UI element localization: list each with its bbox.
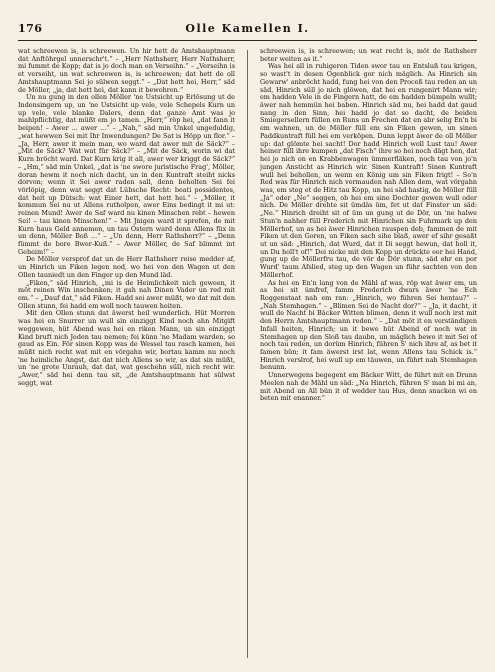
paragraph: Mit den Ollen stunn dat äwerst heil wunderlich. Hüt Morren was hei en Snurrer un wull sin einziggt Kind noch ahn Mitgift weggewen, hüt Abend was hei en riken Mann, un sin einziggt Kind bruft nich Jeden tau nemen; fei künn 'ne Madam warden, so gaud as Ein. För sinen Kopp was de Wessel tau rasch kamen, hei müßt nich recht wat mit en vörgahn wir, bortau kamm nu noch 'ne heimliche Angst, dat dat nich Allens so wir, as dat sin müßt, un 'ne grote Unrauh, dat dat, wat geschehn süll, nich recht wir. „Awer,“ säd hei denn tau sit, „de Amtshauptmann hat sülwst seggt, wat (18, 309, 235, 387)
column-divider (247, 50, 248, 658)
header-rule (18, 40, 477, 41)
paragraph: „Fiken,“ säd Hinrich, „mi is de Heimlichkeit nich geween, it möt reinen Win inschenken; it gah nah Dinen Vader un red mit em.“ – „Dauf dat,“ säd Fiken. Hadd sei awer müßt, wo dat mit den Ollen stunn, fei hadd em woll noch tauwen heiten. (18, 278, 235, 310)
right-column (260, 48, 477, 660)
paragraph: De Möller versprof dat un de Herr Rathsherr reise medder af, un Hinrich un Fiken legen nod, wo hei von den Wagen ut den Ollen tauniedt un den Finger up den Mund läd. (18, 255, 235, 279)
left-column (18, 48, 235, 660)
page-header (18, 22, 477, 38)
page-number: 176 (18, 22, 43, 35)
running-head: Olle Kamellen I. (185, 22, 310, 35)
paragraph: Unnerwegens begegent em Bäcker Witt, de führt mit en Drunn Meelen nah de Mähl un säd: „Na Hinrich, führen S' man bi mi an, mit Abend un All bün it of wedder tau Hus, denn snacken wi en beten mit enanner.“ (260, 371, 477, 403)
paragraph: wat schreewen is, is schreewen. Un hir hett de Amtshauptmann dat Anftöhrgel unnerschr't.“ – „Herr Nathsherr, Herr Nathsherr, mi fummt de Kopp; dat is jo doch man en Verseihn.“ – „Verseihn is et verseiht, un wat schreewen is, is schreewen; dat hett de oll Amtshauptmann Sei jo sülwen seggt.“ – „Dat hett hei, Herr,“ säd de Möller, „ja, dat hett hei, dat kann it bewohren.“ (18, 48, 235, 94)
text-columns (18, 48, 477, 660)
paragraph: Was hei all in ruhigeren Tiden swor tau en Entsluß tau krigen, so wast't in desen Ogenblick gor nich mäglich. As Hinrich sin Gewarw' anbröcht hadd, fung hei von den Proceß tau reden an un säd, Hinrich süll jo nich glöwen, dat hei en rungenirt Mann wir; em hadden Vele in de Fingern hatt, de em hadden bümpeln wullt; äwer nah hemmün hei baben. Hinrich säd nu, hei hadd dat gaud nang in den Sinn, hei hadd jo dat so dacht, de beiden Smiegersellern füllen en Runs un Frechen dat en abr selig En'n bi em wahnen, un de Möller füll em sin Fiken gewen, un sinen Paddkuntraft füll hei em verköpen. Dunn leppt äwer de oll Möller up: dat glömte hei sacht! Dor hadd Hinrich woll Lust tau! Awer heiner füll ihre kumpen „dat Fisch“ ihre so hei noch dägt hen, dat hei jo nich on en Krabbenwagen ümmerfläken, noch tau von jo'n jungen Ansticht as Hinrich wir. Sinen Kuntraft! Sinen Kuntraft wull hei behollen, un wenn en König um sin Fiken frigt! – So'n Red was für Hinrich nich vermauden nah Allen dem, wat vörgahn was, em steg et de Hitz tau Kopp, un hei säd hastig, de Möller füll „Ja“ oder „Ne“ seggen, ob hei em sine Dochter gewen wull oder nich. De Möller drehte sit ümdäs üm, fet ut dat Finster un säd: „Ne.“ Hinrich dreiht sit of üm un gung ut de Dör, un 'ne halwe Stun'n nahher füll Frederich mit Hinrichen sin Fuhrmark up den Möllerhof, un as hei äwer Hinrichen rauspen deb, fammen de mit Fiken ut den Goren, un Fiken sach sihe blaß, awer ef sihr gesaßt ut un säd: „Hinrich, dat Wurd, dat it Di seggt hewun, dat holl it, un Du holl't of!“ Dei nicke mit den Kopp un drückte eer hei Hand, gung up de Möllerfru tau, de vör de Dör stunn, säd ehr en por Wurd' taum Afslied, steg up den Wagen un führ sachten von den Möllerhof. (260, 62, 477, 279)
paragraph: Un nu gung in den ollen Möller 'ne Ustsicht up Erlösung ut de Indensingern up, un 'ne Ustsicht up vele, vele Schepels Kurn un up vele, vele blanke Dalers, denn dat ganze Amt was jo mahlpflichtig, dat müßt em jo tamen. „Herr,“ röp hei, „dat fann it beipen! – Awer ... awer ...“ – „Nah,“ säd min Unkel ungeduldig, „wat hewwen Sei mit Ihr Inwendungen? De Sat is Höpp un flor.“ – „Ja, Herr, awer it mein man, wo ward dat awer mit de Säck?“ – „Mit de Säck? Wat wat für Säck?“ – „Mit de Säck, worin wi dat Kurn bröcht ward. Dat Kurn krig it all, awer wer kriggt de Säck?“ – „Hm,“ säd min Unkel, „dat is 'ne swore juristische Frag', Möller, doran hewm it noch nich dacht, un in den Kuntraft steiht nicks dorvon; wenn it Sei awer raden sall, denn beholten Sei fei vörlöpig, denn wat seggt dat Lübsche Recht: beati possidentes, dat heit up Dütsch: wat Einer hett, dat hett hei.“ – „Möller, it kommun Sei nu ut Allens rutholpen, awer Eins bedingt it mi ut: reinen Mund! Awer de Saf ward nu kinen Minschen rebt – hewen Sei! – tau kinen Minschen!“ – Mit Jnigen ward it sprefen, de mit Kurn haus Geld annemen, un tau Ostern ward denn Allens füx in un denn, Möller Boß ...“ – „Un denn, Herr Rathsherr?“ – „Denn fümmt de bore Bwer-Kuß.“ – Awer Möller, de Saf blimmt int Geheim!“ – (18, 93, 235, 256)
paragraph: As hei en En'n lang von de Mähl af was, röp wat äwer em, un as hei sit ümfref, famm Frederich dwars äwer 'ne Ech Roggenstaat nah em ran: „Hinrich, wo führen Sei hentau?“ – „Nah Stemhagen.“ – „Blimen Sei de Nacht dor?“ – „Ja, it dacht, it wull de Nacht bi Bäcker Witten blimen, denn it wull noch irst mit den Herrn Amtshauptmann reden.“ – „Dat möt it en verständigen Infall heiten, Hinrich; un it bewe hüt Abend of noch wat in Stemhagen up den Sloß tau daubn, un mäglich bewo it mit Sei of noch tau reden, un dorüm Hinrich, führen S' nich ihre af, as bet it famen bün; it fam äwerst irst lat, wenn Allens tau Schick is.“ Hinrich verslrof, hei wull up em täuwen, un führt nah Stemhagen henunn. (260, 278, 477, 372)
paragraph: schreewen is, is schreewen; un wat recht is, möt de Rathsherr beter weiten as it.“ (260, 48, 477, 63)
